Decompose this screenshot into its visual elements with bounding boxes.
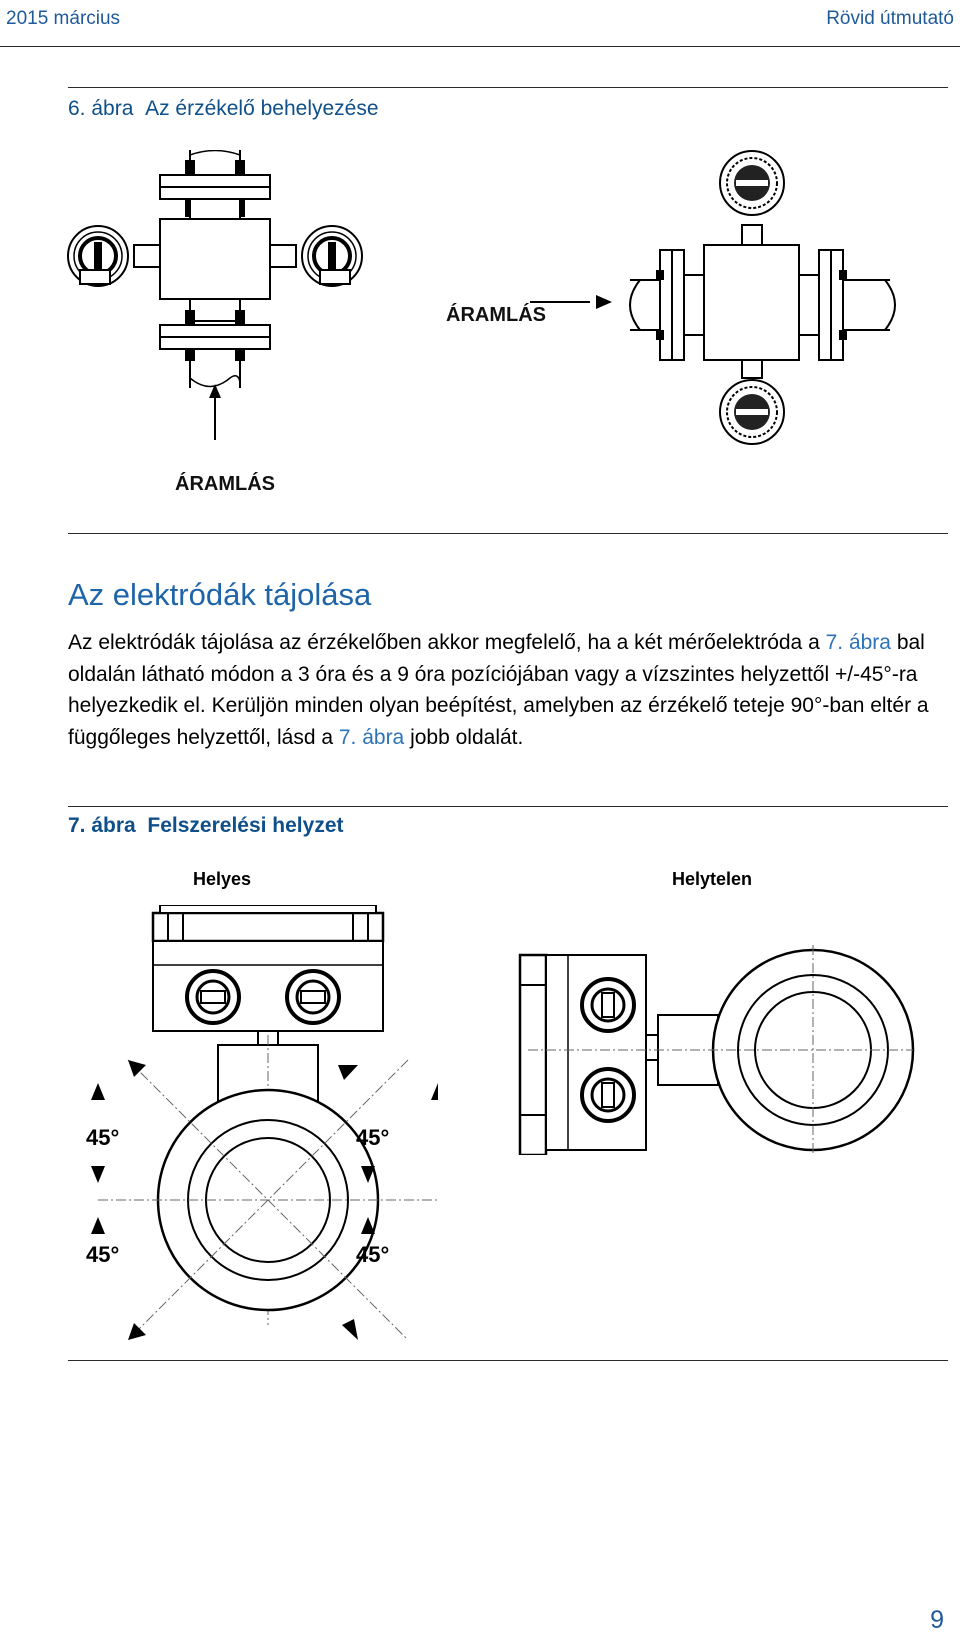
figure7-title [68, 814, 344, 838]
horizontal-installation-drawing [530, 151, 895, 444]
paragraph-part-1: Az elektródák tájolása az érzékelőben akkor megfelelő, ha a két mérőelektróda a [68, 631, 826, 654]
figure7-link-1[interactable]: 7. ábra [825, 631, 891, 654]
figure7-top-rule [68, 806, 948, 807]
figure7-bottom-rule [68, 1360, 948, 1361]
sensor-installation-diagram [60, 150, 940, 520]
angle-label-upper-left: 45° [86, 1125, 120, 1150]
section-title: Az elektródák tájolása [68, 577, 372, 612]
label-correct: Helyes [193, 869, 252, 889]
vertical-installation-drawing [68, 150, 362, 440]
figure6-caption: Az érzékelő behelyezése [145, 97, 379, 120]
paragraph-part-2: bal oldalán látható módon a 3 óra és a 9 óra pozíciójában vagy a vízszintes helyzettől +/-45°-ra helyezkedik el. Kerüljön minden olyan beépítést, amelyben az érzékelő teteje 90°-ban eltér a függőleges helyzettől, lásd a [68, 631, 929, 749]
angle-label-lower-left: 45° [86, 1242, 120, 1267]
figure6-number: 6. ábra [68, 97, 134, 120]
header-rule [0, 46, 960, 47]
body-paragraph [68, 627, 948, 753]
figure7-caption: Felszerelési helyzet [147, 814, 344, 837]
section-rule [68, 533, 948, 534]
figure6-top-rule [68, 87, 948, 88]
incorrect-mounting-drawing [508, 945, 918, 1155]
figure7-link-2[interactable]: 7. ábra [338, 725, 405, 749]
figure7-number: 7. ábra [68, 814, 136, 837]
header-date: 2015 március [6, 8, 121, 29]
header-doc-title: Rövid útmutató [826, 8, 954, 29]
flow-label-vertical: ÁRAMLÁS [175, 473, 275, 495]
figure6-title [68, 97, 379, 121]
page-number: 9 [930, 1606, 944, 1634]
paragraph-part-3: jobb oldalát. [404, 725, 524, 749]
angle-label-upper-right: 45° [356, 1125, 390, 1150]
angle-label-lower-right: 45° [356, 1242, 390, 1267]
flow-label-horizontal: ÁRAMLÁS [446, 304, 546, 326]
label-incorrect: Helytelen [672, 869, 753, 889]
correct-mounting-drawing [68, 905, 438, 1345]
